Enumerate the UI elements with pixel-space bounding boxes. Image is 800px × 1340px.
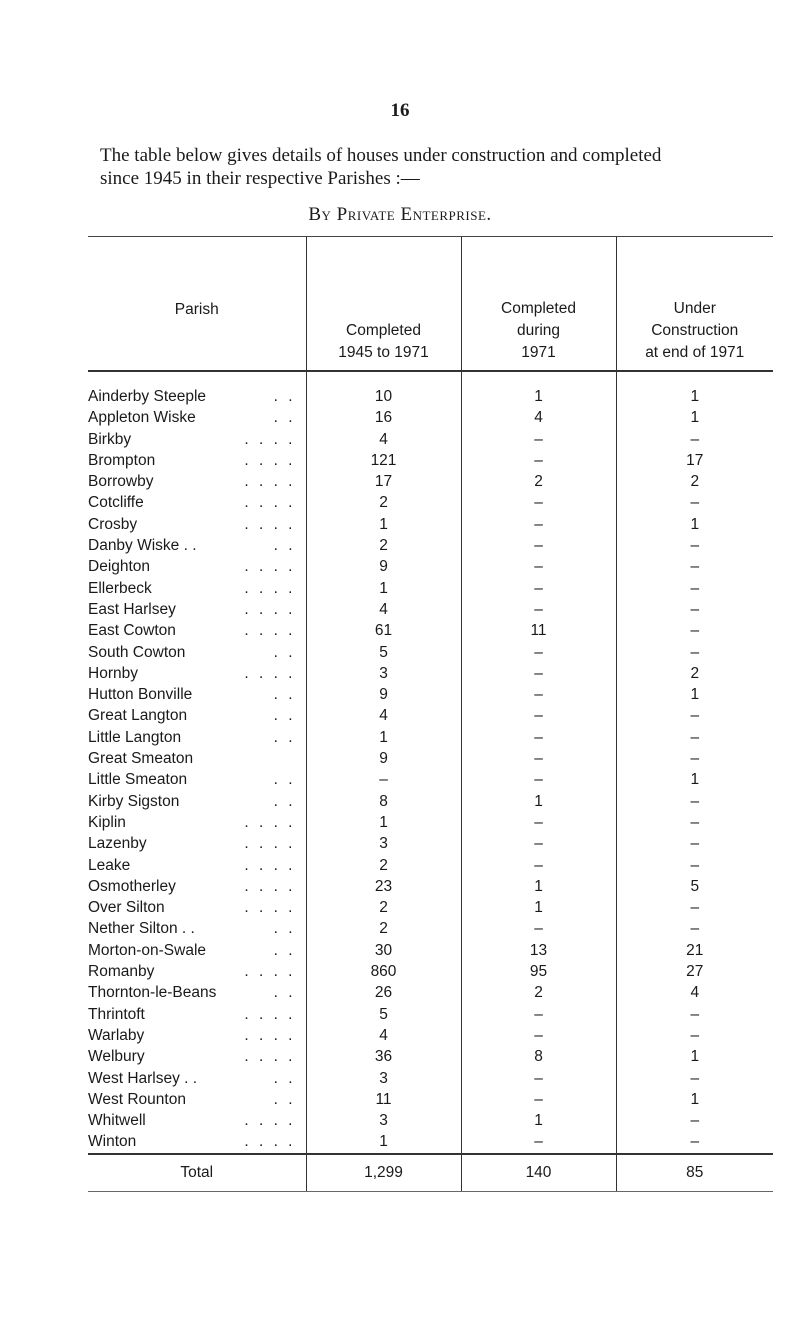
completed-during-1971-cell: – xyxy=(461,812,616,833)
completed-1945-1971-cell: 30 xyxy=(306,940,461,961)
leader-dots: . . xyxy=(273,1069,296,1087)
completed-1945-1971-cell: 9 xyxy=(306,556,461,577)
parish-name: Crosby xyxy=(88,515,138,533)
table-row xyxy=(88,812,773,833)
completed-during-1971-cell: 1 xyxy=(461,791,616,812)
completed-1945-1971-cell: 3 xyxy=(306,1068,461,1089)
parish-cell xyxy=(88,1046,306,1067)
completed-during-1971-cell: 13 xyxy=(461,940,616,961)
completed-1945-1971-cell: 4 xyxy=(306,599,461,620)
leader-dots: . . xyxy=(273,984,296,1002)
completed-1945-1971-cell: 26 xyxy=(306,982,461,1003)
parish-cell xyxy=(88,599,306,620)
parish-name: Kirby Sigston xyxy=(88,792,180,810)
table-row xyxy=(88,556,773,577)
under-construction-cell: – xyxy=(616,642,773,663)
parish-name: South Cowton xyxy=(88,643,186,661)
table-row xyxy=(88,663,773,684)
under-construction-cell: – xyxy=(616,855,773,876)
leader-dots: . . xyxy=(273,409,296,427)
under-construction-cell: – xyxy=(616,748,773,769)
parish-cell xyxy=(88,1089,306,1110)
table-row xyxy=(88,897,773,918)
leader-dots: . . . . xyxy=(244,1133,296,1151)
under-construction-cell: 1 xyxy=(616,1046,773,1067)
under-construction-cell: – xyxy=(616,918,773,939)
completed-1945-1971-cell: 1 xyxy=(306,812,461,833)
under-construction-cell: – xyxy=(616,1068,773,1089)
total-completed-1945-1971: 1,299 xyxy=(306,1154,461,1192)
parish-name: Thrintoft xyxy=(88,1005,145,1023)
table-row xyxy=(88,833,773,854)
leader-dots: . . xyxy=(273,920,296,938)
parish-name: Warlaby xyxy=(88,1026,145,1044)
table-body xyxy=(88,371,773,1154)
completed-1945-1971-cell: 2 xyxy=(306,492,461,513)
parish-cell xyxy=(88,450,306,471)
completed-during-1971-cell: 1 xyxy=(461,897,616,918)
under-construction-cell: – xyxy=(616,578,773,599)
leader-dots: . . xyxy=(273,537,296,555)
header-line: Under xyxy=(673,300,716,317)
header-line: 1971 xyxy=(521,344,556,361)
completed-1945-1971-cell: 860 xyxy=(306,961,461,982)
under-construction-cell: 1 xyxy=(616,371,773,407)
completed-during-1971-cell: 2 xyxy=(461,471,616,492)
completed-1945-1971-cell: 11 xyxy=(306,1089,461,1110)
parish-cell xyxy=(88,620,306,641)
under-construction-cell: 5 xyxy=(616,876,773,897)
leader-dots: . . xyxy=(273,707,296,725)
under-construction-cell: 1 xyxy=(616,514,773,535)
header-completed-1945-1971 xyxy=(306,237,461,372)
parish-cell xyxy=(88,429,306,450)
parish-name: Danby Wiske . . xyxy=(88,537,197,555)
completed-during-1971-cell: – xyxy=(461,855,616,876)
total-completed-during-1971: 140 xyxy=(461,1154,616,1192)
table-row xyxy=(88,918,773,939)
leader-dots: . . . . xyxy=(244,963,296,981)
parish-cell xyxy=(88,918,306,939)
completed-during-1971-cell: – xyxy=(461,1131,616,1153)
parish-name: Winton xyxy=(88,1133,137,1151)
intro-text-line-1: The table below gives details of houses under construction and completed xyxy=(100,145,662,166)
under-construction-cell: – xyxy=(616,620,773,641)
total-label: Total xyxy=(88,1154,306,1192)
completed-during-1971-cell: 4 xyxy=(461,407,616,428)
completed-during-1971-cell: – xyxy=(461,556,616,577)
table-row xyxy=(88,1046,773,1067)
parish-name: Great Langton xyxy=(88,707,188,725)
leader-dots: . . . . xyxy=(244,664,296,682)
completed-during-1971-cell: – xyxy=(461,769,616,790)
completed-during-1971-cell: – xyxy=(461,1004,616,1025)
parish-name: Kiplin xyxy=(88,813,126,831)
table-row xyxy=(88,492,773,513)
under-construction-cell: 2 xyxy=(616,471,773,492)
under-construction-cell: – xyxy=(616,429,773,450)
parish-name: Whitwell xyxy=(88,1112,146,1130)
parish-name: Birkby xyxy=(88,430,132,448)
table-row xyxy=(88,1004,773,1025)
completed-during-1971-cell: 1 xyxy=(461,371,616,407)
completed-1945-1971-cell: 2 xyxy=(306,918,461,939)
leader-dots: . . xyxy=(273,1090,296,1108)
completed-1945-1971-cell: 61 xyxy=(306,620,461,641)
leader-dots: . . . . xyxy=(244,877,296,895)
parish-name: Little Langton xyxy=(88,728,182,746)
under-construction-cell: 1 xyxy=(616,769,773,790)
completed-during-1971-cell: 1 xyxy=(461,1110,616,1131)
total-under-construction: 85 xyxy=(616,1154,773,1192)
leader-dots: . . . . xyxy=(244,813,296,831)
parish-cell xyxy=(88,642,306,663)
table-subtitle: By Private Enterprise. xyxy=(308,204,492,225)
intro-text-line-2: since 1945 in their respective Parishes :— xyxy=(100,168,420,189)
completed-1945-1971-cell: 10 xyxy=(306,371,461,407)
parish-name: Appleton Wiske xyxy=(88,409,196,427)
parish-cell xyxy=(88,1068,306,1089)
completed-during-1971-cell: – xyxy=(461,429,616,450)
completed-1945-1971-cell: 1 xyxy=(306,1131,461,1153)
completed-1945-1971-cell: 36 xyxy=(306,1046,461,1067)
parish-cell xyxy=(88,535,306,556)
header-line: Construction xyxy=(651,322,739,339)
table-row xyxy=(88,769,773,790)
page-number: 16 xyxy=(390,100,410,121)
under-construction-cell: – xyxy=(616,1025,773,1046)
completed-during-1971-cell: – xyxy=(461,727,616,748)
under-construction-cell: – xyxy=(616,1110,773,1131)
under-construction-cell: 1 xyxy=(616,407,773,428)
parish-name: Deighton xyxy=(88,558,151,576)
under-construction-cell: – xyxy=(616,1004,773,1025)
completed-1945-1971-cell: 8 xyxy=(306,791,461,812)
under-construction-cell: 27 xyxy=(616,961,773,982)
completed-during-1971-cell: 8 xyxy=(461,1046,616,1067)
completed-1945-1971-cell: 23 xyxy=(306,876,461,897)
leader-dots: . . . . xyxy=(244,558,296,576)
completed-during-1971-cell: 11 xyxy=(461,620,616,641)
header-line: Completed xyxy=(346,322,421,339)
parish-cell xyxy=(88,940,306,961)
under-construction-cell: – xyxy=(616,833,773,854)
table-row xyxy=(88,450,773,471)
completed-during-1971-cell: 95 xyxy=(461,961,616,982)
parish-cell xyxy=(88,748,306,769)
completed-1945-1971-cell: 4 xyxy=(306,429,461,450)
under-construction-cell: 2 xyxy=(616,663,773,684)
under-construction-cell: – xyxy=(616,897,773,918)
parish-name: East Harlsey xyxy=(88,600,176,618)
parish-name: Over Silton xyxy=(88,899,165,917)
parish-cell xyxy=(88,961,306,982)
parish-name: Osmotherley xyxy=(88,877,176,895)
table-row xyxy=(88,1131,773,1153)
parish-name: Welbury xyxy=(88,1048,145,1066)
parish-cell xyxy=(88,855,306,876)
parish-cell xyxy=(88,1004,306,1025)
parish-cell xyxy=(88,663,306,684)
parish-cell xyxy=(88,514,306,535)
parish-name: Hutton Bonville xyxy=(88,686,193,704)
completed-1945-1971-cell: – xyxy=(306,769,461,790)
completed-during-1971-cell: – xyxy=(461,642,616,663)
parish-name: Nether Silton . . xyxy=(88,920,195,938)
under-construction-cell: – xyxy=(616,1131,773,1153)
completed-1945-1971-cell: 2 xyxy=(306,535,461,556)
leader-dots: . . . . xyxy=(244,1112,296,1130)
leader-dots: . . xyxy=(273,686,296,704)
table-row xyxy=(88,620,773,641)
table-row xyxy=(88,1110,773,1131)
leader-dots: . . . . xyxy=(244,515,296,533)
completed-during-1971-cell: – xyxy=(461,492,616,513)
parish-cell xyxy=(88,876,306,897)
header-line: during xyxy=(516,322,561,339)
header-line: at end of 1971 xyxy=(645,344,745,361)
table-row xyxy=(88,982,773,1003)
leader-dots: . . . . xyxy=(244,579,296,597)
parish-cell xyxy=(88,1131,306,1153)
parish-cell xyxy=(88,684,306,705)
header-under-construction xyxy=(616,237,773,372)
completed-1945-1971-cell: 3 xyxy=(306,663,461,684)
parish-name: West Harlsey . . xyxy=(88,1069,198,1087)
parish-name: Lazenby xyxy=(88,835,147,853)
completed-during-1971-cell: – xyxy=(461,450,616,471)
under-construction-cell: – xyxy=(616,791,773,812)
completed-1945-1971-cell: 17 xyxy=(306,471,461,492)
housing-table xyxy=(88,236,773,1192)
parish-name: Brompton xyxy=(88,451,156,469)
completed-1945-1971-cell: 4 xyxy=(306,1025,461,1046)
parish-name: Ainderby Steeple xyxy=(88,388,207,405)
header-completed-during-1971 xyxy=(461,237,616,372)
completed-during-1971-cell: – xyxy=(461,705,616,726)
table-row xyxy=(88,642,773,663)
parish-cell xyxy=(88,407,306,428)
table-row xyxy=(88,599,773,620)
completed-1945-1971-cell: 1 xyxy=(306,578,461,599)
completed-1945-1971-cell: 3 xyxy=(306,833,461,854)
completed-during-1971-cell: – xyxy=(461,918,616,939)
leader-dots: . . . . xyxy=(244,1048,296,1066)
table-row xyxy=(88,407,773,428)
table-row xyxy=(88,727,773,748)
completed-1945-1971-cell: 9 xyxy=(306,684,461,705)
under-construction-cell: 21 xyxy=(616,940,773,961)
table-footer xyxy=(88,1154,773,1192)
parish-cell xyxy=(88,791,306,812)
table-row xyxy=(88,705,773,726)
parish-cell xyxy=(88,833,306,854)
completed-1945-1971-cell: 121 xyxy=(306,450,461,471)
leader-dots: . . xyxy=(273,792,296,810)
parish-cell xyxy=(88,371,306,407)
table-row xyxy=(88,371,773,407)
parish-cell xyxy=(88,727,306,748)
completed-1945-1971-cell: 5 xyxy=(306,642,461,663)
leader-dots: . . . . xyxy=(244,622,296,640)
parish-name: Little Smeaton xyxy=(88,771,188,789)
table-header xyxy=(88,237,773,372)
leader-dots: . . . . xyxy=(244,600,296,618)
completed-1945-1971-cell: 1 xyxy=(306,514,461,535)
parish-name: Great Smeaton xyxy=(88,750,194,768)
completed-during-1971-cell: – xyxy=(461,1089,616,1110)
under-construction-cell: – xyxy=(616,492,773,513)
under-construction-cell: 4 xyxy=(616,982,773,1003)
completed-during-1971-cell: – xyxy=(461,684,616,705)
parish-name: East Cowton xyxy=(88,622,176,640)
completed-1945-1971-cell: 4 xyxy=(306,705,461,726)
leader-dots: . . . . xyxy=(244,1026,296,1044)
table-row xyxy=(88,855,773,876)
completed-1945-1971-cell: 1 xyxy=(306,727,461,748)
parish-cell xyxy=(88,769,306,790)
table-row xyxy=(88,684,773,705)
under-construction-cell: 17 xyxy=(616,450,773,471)
parish-cell xyxy=(88,492,306,513)
leader-dots: . . xyxy=(273,941,296,959)
header-parish xyxy=(88,237,306,372)
parish-name: Thornton-le-Beans xyxy=(88,984,217,1002)
completed-during-1971-cell: – xyxy=(461,578,616,599)
table-row xyxy=(88,1089,773,1110)
parish-cell xyxy=(88,982,306,1003)
parish-cell xyxy=(88,556,306,577)
leader-dots: . . . . xyxy=(244,451,296,469)
completed-1945-1971-cell: 2 xyxy=(306,855,461,876)
parish-name: Borrowby xyxy=(88,473,154,491)
completed-1945-1971-cell: 9 xyxy=(306,748,461,769)
completed-during-1971-cell: – xyxy=(461,1025,616,1046)
completed-1945-1971-cell: 5 xyxy=(306,1004,461,1025)
completed-during-1971-cell: – xyxy=(461,535,616,556)
completed-during-1971-cell: 1 xyxy=(461,876,616,897)
completed-during-1971-cell: – xyxy=(461,833,616,854)
under-construction-cell: – xyxy=(616,599,773,620)
table-row xyxy=(88,791,773,812)
table-row xyxy=(88,940,773,961)
leader-dots: . . . . xyxy=(244,856,296,874)
table-row xyxy=(88,429,773,450)
parish-cell xyxy=(88,471,306,492)
completed-during-1971-cell: – xyxy=(461,663,616,684)
under-construction-cell: – xyxy=(616,556,773,577)
leader-dots: . . xyxy=(273,728,296,746)
header-parish-text: Parish xyxy=(174,300,219,318)
leader-dots: . . xyxy=(273,643,296,661)
parish-cell xyxy=(88,1110,306,1131)
leader-dots: . . . . xyxy=(244,899,296,917)
leader-dots: . . . . xyxy=(244,430,296,448)
leader-dots: . . . . xyxy=(244,1005,296,1023)
leader-dots: . . . . xyxy=(244,494,296,512)
table-row xyxy=(88,535,773,556)
table-row xyxy=(88,1068,773,1089)
table-row xyxy=(88,1025,773,1046)
completed-1945-1971-cell: 3 xyxy=(306,1110,461,1131)
leader-dots: . . . . xyxy=(244,473,296,491)
table-row xyxy=(88,471,773,492)
under-construction-cell: – xyxy=(616,705,773,726)
table-row xyxy=(88,514,773,535)
under-construction-cell: – xyxy=(616,727,773,748)
completed-during-1971-cell: – xyxy=(461,599,616,620)
parish-cell xyxy=(88,897,306,918)
table-row xyxy=(88,876,773,897)
under-construction-cell: 1 xyxy=(616,1089,773,1110)
completed-during-1971-cell: – xyxy=(461,748,616,769)
parish-cell xyxy=(88,578,306,599)
completed-1945-1971-cell: 16 xyxy=(306,407,461,428)
table-row xyxy=(88,748,773,769)
table-row xyxy=(88,578,773,599)
completed-during-1971-cell: 2 xyxy=(461,982,616,1003)
parish-cell xyxy=(88,705,306,726)
parish-name: West Rounton xyxy=(88,1090,186,1108)
parish-name: Leake xyxy=(88,856,131,874)
leader-dots: . . xyxy=(273,771,296,789)
completed-during-1971-cell: – xyxy=(461,1068,616,1089)
header-line: Completed xyxy=(501,300,576,317)
under-construction-cell: 1 xyxy=(616,684,773,705)
parish-cell xyxy=(88,812,306,833)
parish-name: Hornby xyxy=(88,664,138,682)
parish-cell xyxy=(88,1025,306,1046)
leader-dots: . . xyxy=(273,388,296,405)
leader-dots: . . . . xyxy=(244,835,296,853)
parish-name: Ellerbeck xyxy=(88,579,152,597)
total-row xyxy=(88,1154,773,1192)
table-row xyxy=(88,961,773,982)
parish-name: Cotcliffe xyxy=(88,494,144,512)
completed-1945-1971-cell: 2 xyxy=(306,897,461,918)
under-construction-cell: – xyxy=(616,535,773,556)
completed-during-1971-cell: – xyxy=(461,514,616,535)
parish-name: Morton-on-Swale xyxy=(88,941,207,959)
header-line: 1945 to 1971 xyxy=(338,344,429,361)
parish-name: Romanby xyxy=(88,963,155,981)
under-construction-cell: – xyxy=(616,812,773,833)
